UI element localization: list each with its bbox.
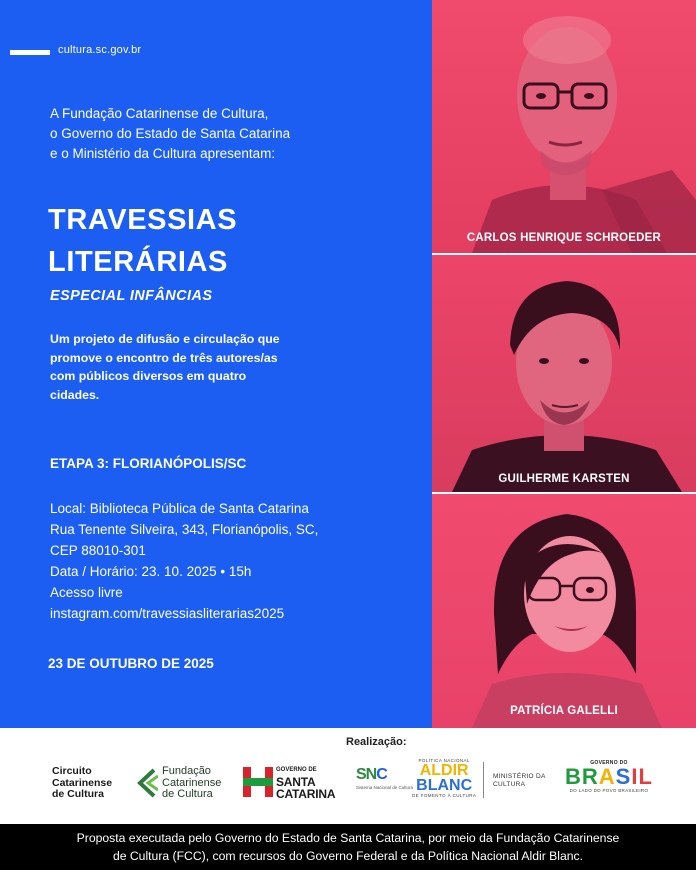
circuito-line: Catarinense [52,776,113,789]
author-photo-2 [432,255,696,492]
author-portrait-3 [432,494,696,728]
footer-line: Proposta executada pelo Governo do Estado de Santa Catarina, por meio da Fundação Catarinense [76,831,620,845]
gov-sc-line: CATARINA [276,787,336,801]
snc-logo [356,766,413,790]
brasil-top: GOVERNO DO [590,760,628,766]
detail-address: Rua Tenente Silveira, 343, Florianópolis, SC, [50,522,319,537]
governo-brasil-logo [565,760,653,793]
aldir-word: ALDIR [419,762,469,779]
snc-caption: Sistema Nacional de Cultura [356,785,414,790]
fcc-chevron-icon [136,768,158,798]
description-line: cidades. [50,387,100,402]
author-portrait-1 [432,0,696,253]
site-bar-decoration [10,50,50,55]
fcc-line: de Cultura [162,788,213,800]
brasil-word: BRASIL [565,764,653,789]
minc-line: MINISTÉRIO DA [493,773,546,780]
sc-flag-icon [243,767,273,797]
detail-postcode: CEP 88010-301 [50,543,146,558]
gov-sc-small: GOVERNO DE [276,767,317,773]
circuito-line: Circuito [52,765,92,777]
detail-access: Acesso livre [50,585,123,600]
aldir-blanc-logo [412,758,476,798]
event-date: 23 DE OUTUBRO DE 2025 [48,656,214,671]
description-line: Um projeto de difusão e circulação que [50,332,280,346]
funding-footer [0,824,696,870]
detail-datetime: Data / Horário: 23. 10. 2025 • 15h [50,564,252,579]
footer-line: de Cultura (FCC), com recursos do Governo Federal e da Política Nacional Aldir Blanc. [112,849,584,863]
aldir-bottom: DE FOMENTO À CULTURA [412,793,477,798]
event-details [50,498,318,624]
site-url[interactable]: cultura.sc.gov.br [58,44,142,56]
realizacao-label: Realização: [346,736,407,748]
detail-instagram-link[interactable]: instagram.com/travessiasliterarias2025 [50,606,285,621]
snc-mark-b: C [376,766,387,783]
title-line: TRAVESSIAS [48,204,238,236]
description-line: com públicos diversos em quatro [50,369,247,383]
brasil-bottom: DO LADO DO POVO BRASILEIRO [569,788,649,793]
intro-line: o Governo do Estado de Santa Catarina [50,126,291,141]
logo-divider [483,762,484,798]
project-description [50,330,340,404]
gov-sc-line: SANTA [276,775,316,789]
governo-santa-catarina-logo [243,764,335,800]
ministerio-cultura-logo [493,773,546,789]
intro-line: e o Ministério da Cultura apresentam: [50,146,276,161]
author-name-1: CARLOS HENRIQUE SCHROEDER [466,232,662,244]
sponsor-logos [0,728,696,824]
event-subtitle: ESPECIAL INFÂNCIAS [50,288,213,304]
snc-mark-a: SN [356,766,377,783]
intro-text [50,104,290,164]
circuito-line: de Cultura [52,788,104,800]
author-name-3: PATRÍCIA GALELLI [510,705,618,717]
event-title [48,199,237,283]
blanc-word: BLANC [416,777,473,794]
fcc-line: Catarinense [162,776,222,789]
fcc-line: Fundação [162,765,211,777]
author-photo-3 [432,494,696,728]
author-portrait-2 [432,255,696,492]
author-name-2: GUILHERME KARSTEN [498,473,630,485]
detail-venue: Local: Biblioteca Pública de Santa Catarina [50,501,309,516]
aldir-top: POLÍTICA NACIONAL [418,758,470,763]
author-photo-1 [432,0,696,253]
circuito-catarinense-logo [52,766,112,801]
title-line: LITERÁRIAS [48,246,228,278]
stage-heading: ETAPA 3: FLORIANÓPOLIS/SC [50,456,247,471]
description-line: promove o encontro de três autores/as [50,350,278,365]
fcc-logo [136,766,221,801]
intro-line: A Fundação Catarinense de Cultura, [50,106,269,121]
minc-line: CULTURA [493,781,526,788]
